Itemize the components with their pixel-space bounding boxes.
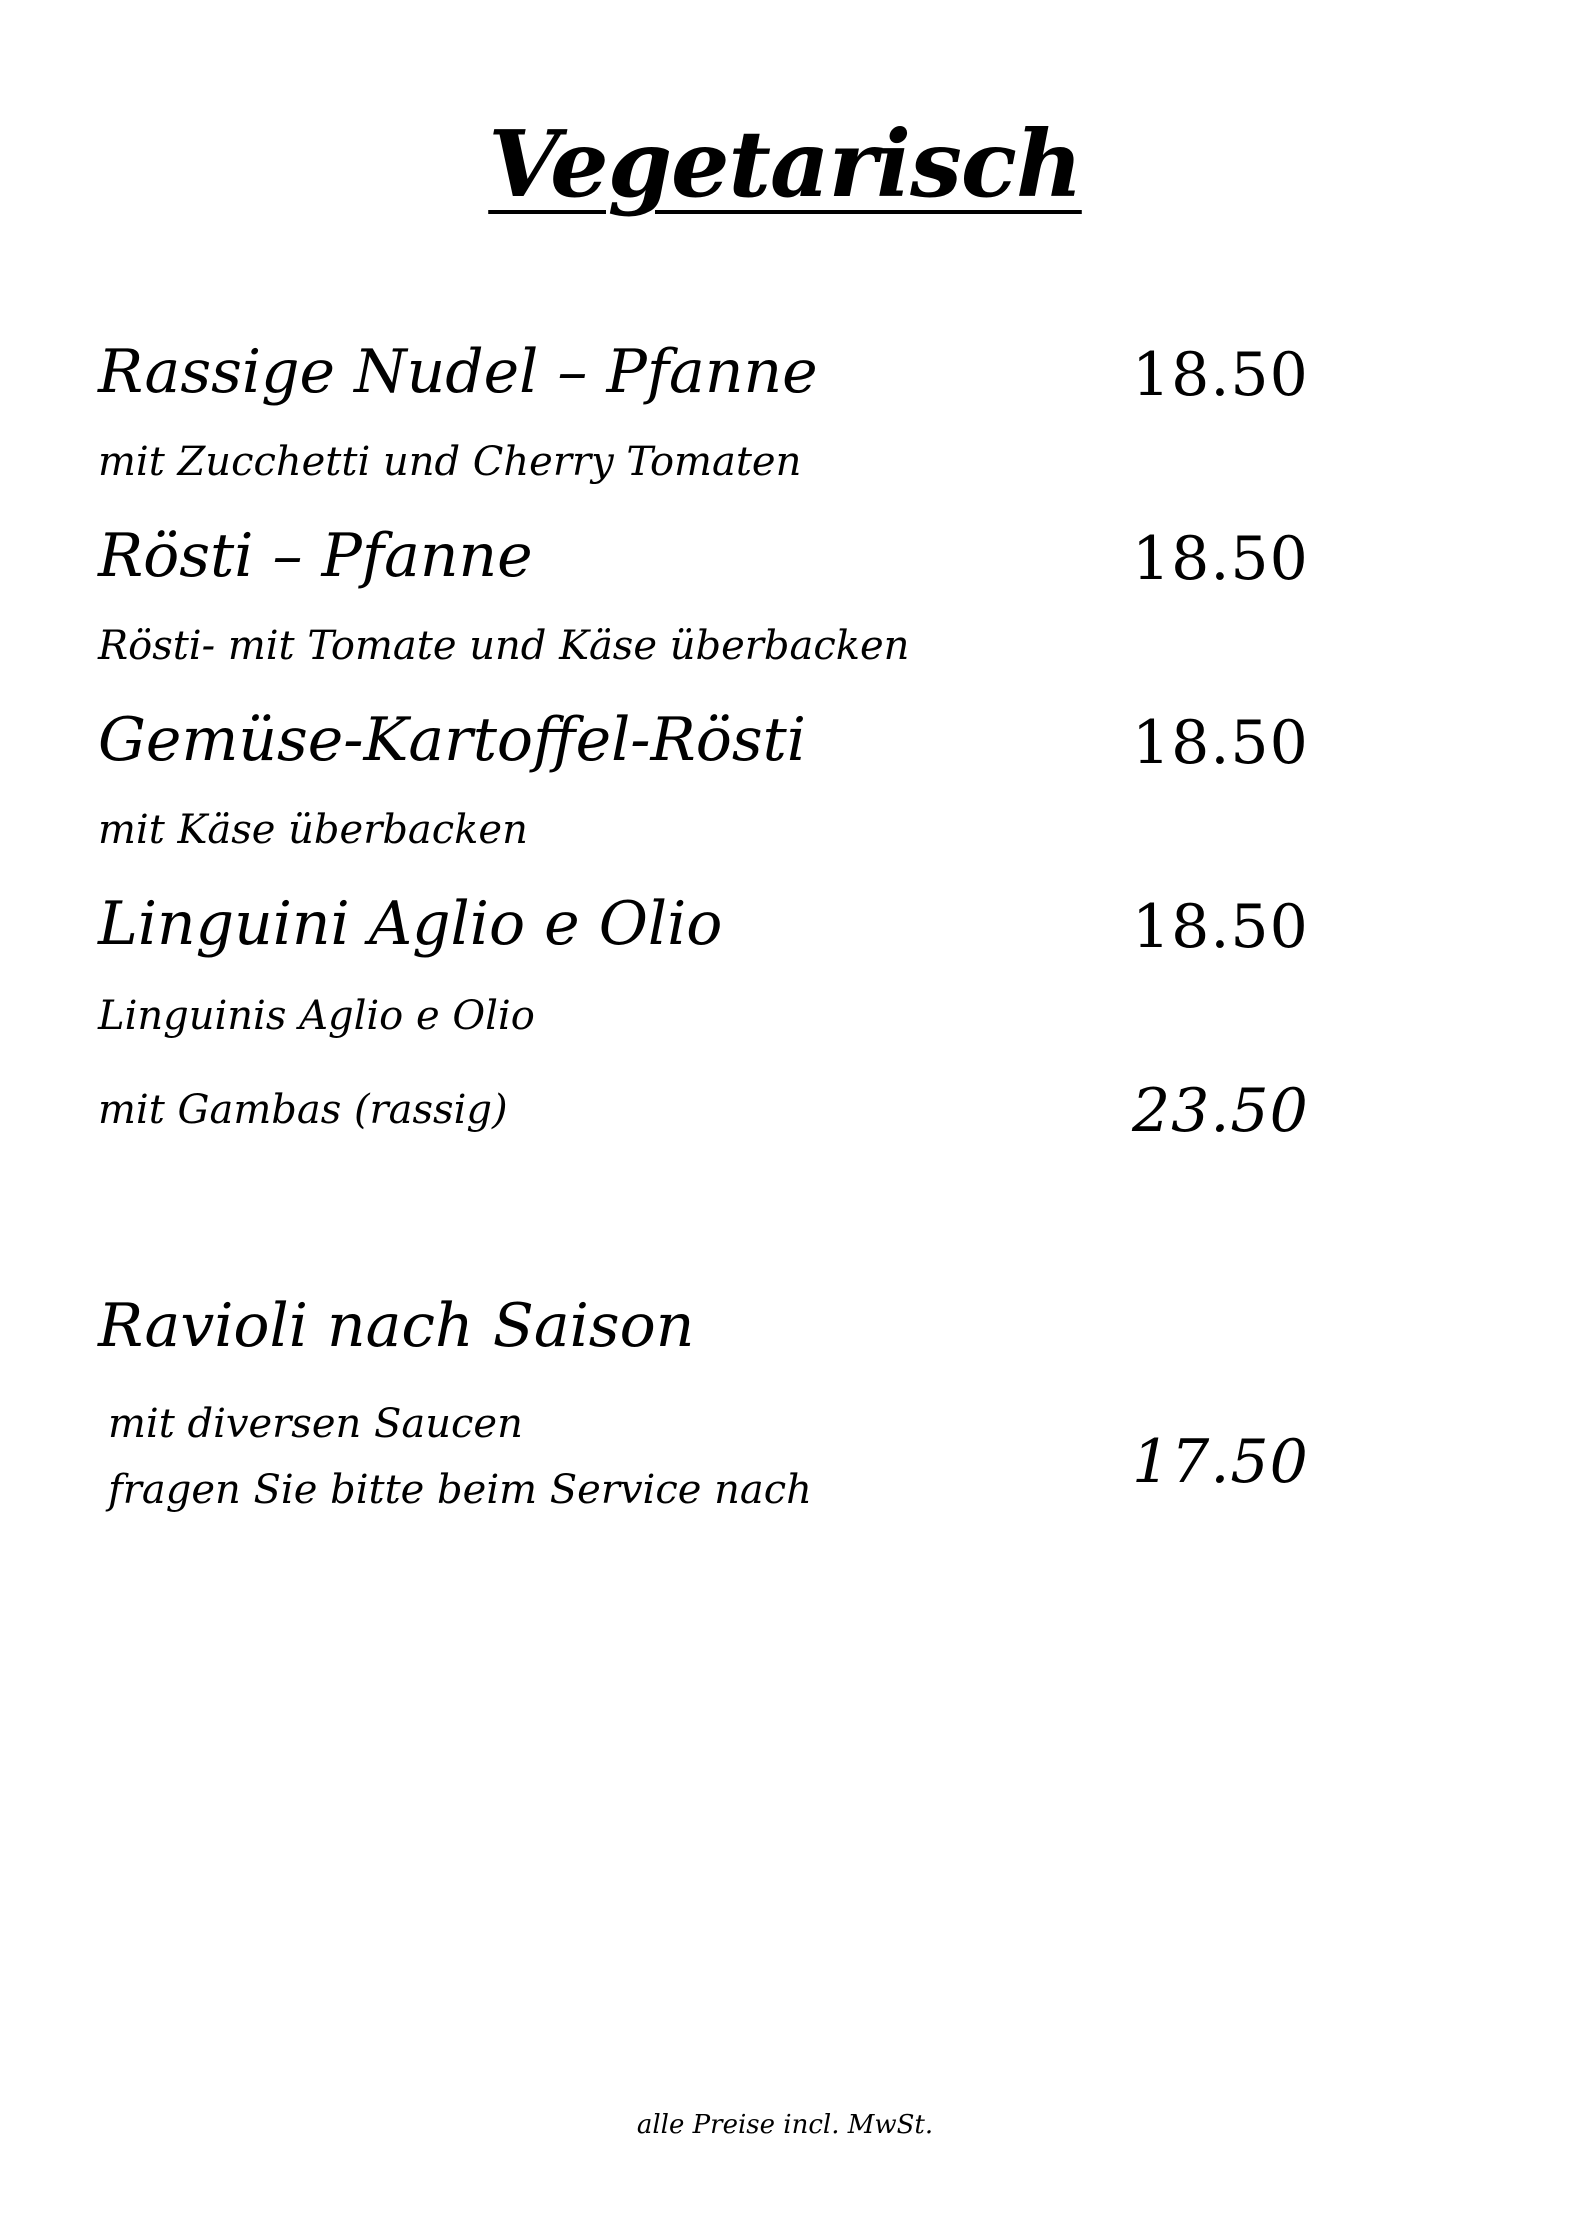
- dish-name: Gemüse-Kartoffel-Rösti: [98, 705, 806, 775]
- dish-price: 18.50: [1132, 524, 1309, 594]
- dish-description: Rösti- mit Tomate und Käse überbacken: [98, 623, 910, 669]
- dish-name: Rassige Nudel – Pfanne: [98, 337, 818, 407]
- dish-option-label: mit Gambas (rassig): [98, 1087, 508, 1133]
- dish-description: mit Käse überbacken: [98, 807, 528, 853]
- dish-name: Ravioli nach Saison: [98, 1291, 695, 1361]
- dish-price: 18.50: [1132, 892, 1309, 962]
- dish-name: Linguini Aglio e Olio: [98, 889, 723, 959]
- dish-price: 18.50: [1132, 340, 1309, 410]
- dish-name: Rösti – Pfanne: [98, 521, 533, 591]
- dish-description: mit diversen Saucen: [108, 1401, 523, 1447]
- dish-price: 17.50: [1132, 1427, 1309, 1497]
- dish-description: fragen Sie bitte beim Service nach: [108, 1467, 812, 1513]
- dish-description: mit Zucchetti und Cherry Tomaten: [98, 439, 802, 485]
- price-note: alle Preise incl. MwSt.: [636, 2110, 934, 2140]
- dish-option-price: 23.50: [1132, 1076, 1309, 1146]
- dish-price: 18.50: [1132, 708, 1309, 778]
- page-title: Vegetarisch: [488, 110, 1082, 218]
- dish-description: Linguinis Aglio e Olio: [98, 993, 535, 1039]
